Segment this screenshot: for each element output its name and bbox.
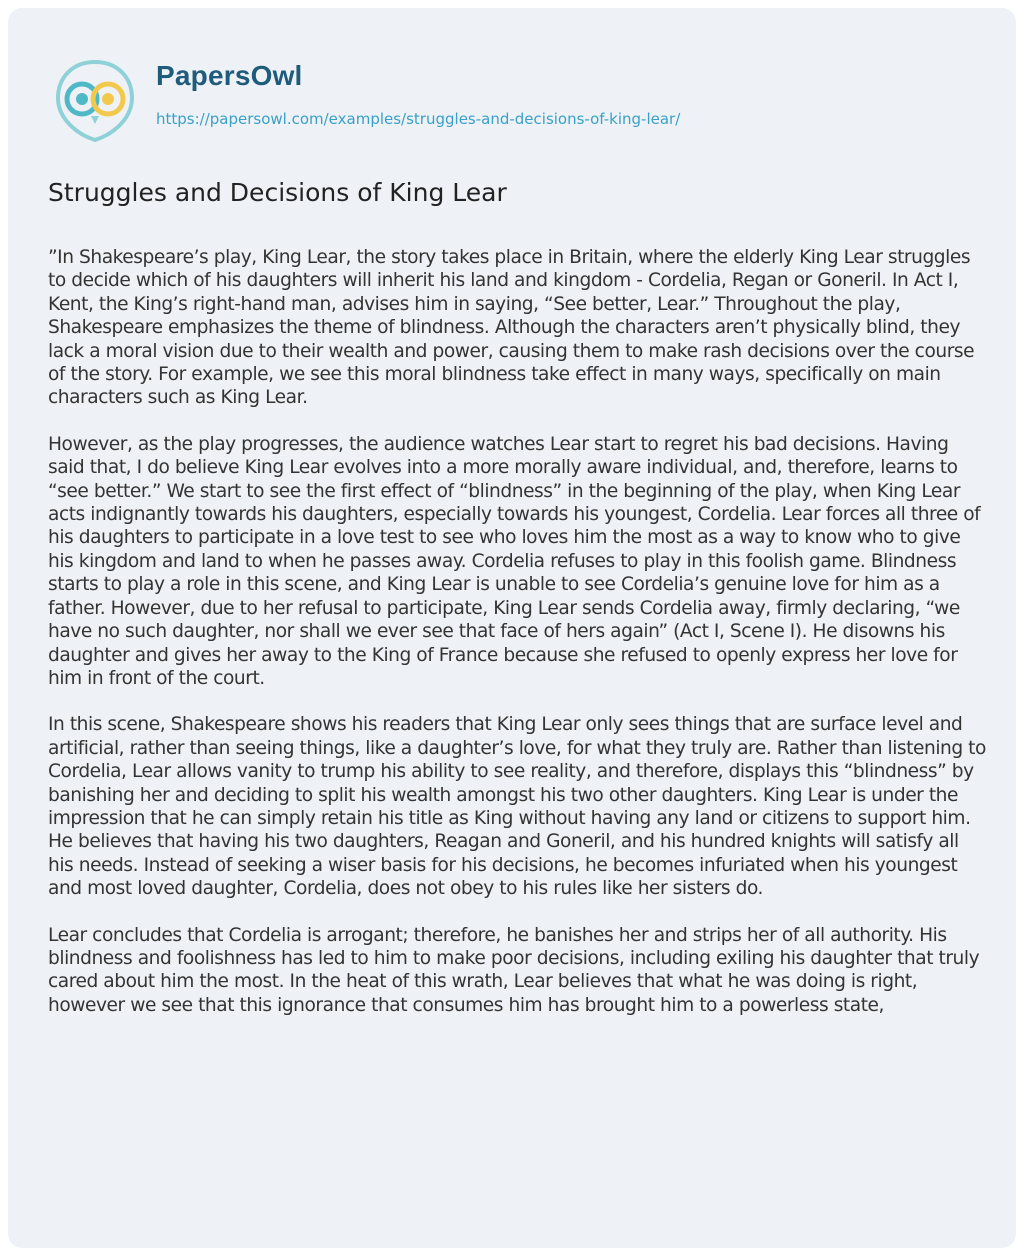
essay-paragraph: Lear concludes that Cordelia is arrogant; therefore, he banishes her and strips her of all authority. His blindness and foolishness has led to him to make poor decisions, including exiling his daughter that truly cared about him the most. In the heat of this wrath, Lear believes that what he was doing is right, however we see that this ignorance that consumes him has brought him to a powerless state,	[48, 924, 980, 1016]
essay-paragraph: ”In Shakespeare’s play, King Lear, the story takes place in Britain, where the elderly King Lear struggles to decide which of his daughters will inherit his land and kingdom - Cordelia, Regan or Goneril. In Act I, Kent, the King’s right-hand man, advises him in saying, “See better, Lear.” Throughout the play, Shakespeare emphasizes the theme of blindness. Although the characters aren’t physically blind, they lack a moral vision due to their wealth and power, causing them to make rash decisions over the course of the story. For example, we see this moral blindness take effect in many ways, specifically on main characters such as King Lear.	[48, 247, 975, 409]
document-page	[8, 8, 1016, 1248]
owl-icon	[50, 54, 140, 144]
brand-name[interactable]: PapersOwl	[156, 60, 303, 91]
site-header	[50, 54, 970, 144]
essay-paragraph: In this scene, Shakespeare shows his readers that King Lear only sees things that are surface level and artificial, rather than seeing things, like a daughter’s love, for what they truly are. Rather than listening to Cordelia, Lear allows vanity to trump his ability to see reality, and therefore, displays this “blindness” by banishing her and deciding to split his wealth amongst his two other daughters. King Lear is under the impression that he can simply retain his title as King without having any land or citizens to support him. He believes that having his two daughters, Reagan and Goneril, and his hundred knights will satisfy all his needs. Instead of seeking a wiser basis for his decisions, he becomes infuriated when his youngest and most loved daughter, Cordelia, does not obey to his rules like her sisters do.	[48, 714, 986, 900]
essay-paragraph: However, as the play progresses, the audience watches Lear start to regret his bad decisions. Having said that, I do believe King Lear evolves into a more morally aware individual, and, therefore, learns to “see better.” We start to see the first effect of “blindness” in the beginning of the play, when King Lear acts indignantly towards his daughters, especially towards his youngest, Cordelia. Lear forces all three of his daughters to participate in a love test to see who loves him the most as a way to know who to give his kingdom and land to when he passes away. Cordelia refuses to play in this foolish game. Blindness starts to play a role in this scene, and King Lear is unable to see Cordelia’s genuine love for him as a father. However, due to her refusal to participate, King Lear sends Cordelia away, firmly declaring, “we have no such daughter, nor shall we ever see that face of hers again” (Act I, Scene I). He disowns his daughter and gives her away to the King of France because she refused to openly express her love for him in front of the court.	[48, 433, 981, 689]
source-url[interactable]: https://papersowl.com/examples/struggles-and-decisions-of-king-lear/	[156, 110, 681, 128]
essay-title: Struggles and Decisions of King Lear	[48, 178, 507, 207]
essay-body	[48, 246, 988, 1040]
